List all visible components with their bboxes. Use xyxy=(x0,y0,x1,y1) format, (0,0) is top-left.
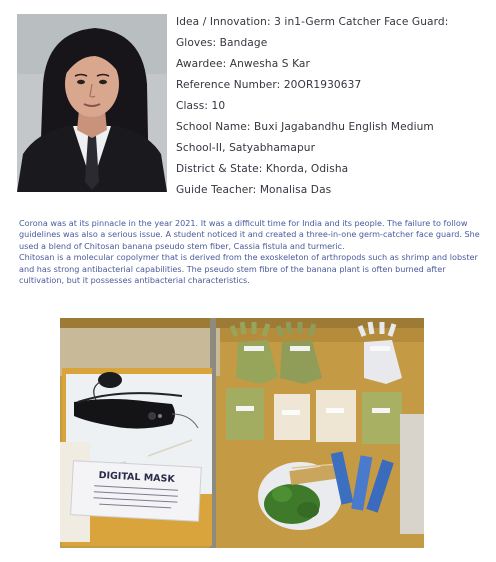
gloves-line: Gloves: Bandage xyxy=(176,37,268,49)
digital-mask-card-title: DIGITAL MASK xyxy=(98,470,175,486)
exhibit-photo xyxy=(60,318,424,548)
reference-number-line: Reference Number: 20OR1930637 xyxy=(176,79,362,91)
school-name-line: School Name: Buxi Jagabandhu English Medium xyxy=(176,121,434,133)
school-name-line-2: School-II, Satyabhamapur xyxy=(176,142,316,154)
awardee-line: Awardee: Anwesha S Kar xyxy=(176,58,310,70)
description-paragraph-2: Chitosan is a molecular copolymer that is derived from the exoskeleton of arthropods such as shrimp and lobster and has strong antibacterial capabilities. The pseudo stem fibre of the banana plant is often burned after cultivation, but it possesses antibacterial characteristics. xyxy=(19,252,478,286)
guide-teacher-line: Guide Teacher: Monalisa Das xyxy=(176,184,332,196)
district-state-line: District & State: Khorda, Odisha xyxy=(176,163,349,175)
portrait-illustration xyxy=(17,14,167,192)
exhibit-illustration xyxy=(60,318,424,548)
awardee-portrait xyxy=(17,14,167,192)
description-paragraph-1: Corona was at its pinnacle in the year 2021. It was a difficult time for India and its people. The failure to follow guidelines was also a serious issue. A student noticed it and created a three-in-one germ-catcher face guard. She used a blend of Chitosan banana pseudo stem fiber, Cassia fistula and turmeric. xyxy=(19,218,480,251)
class-line: Class: 10 xyxy=(176,100,226,112)
description-text xyxy=(19,218,485,286)
awardee-details xyxy=(176,12,488,201)
idea-line: Idea / Innovation: 3 in1-Germ Catcher Face Guard: xyxy=(176,16,449,28)
